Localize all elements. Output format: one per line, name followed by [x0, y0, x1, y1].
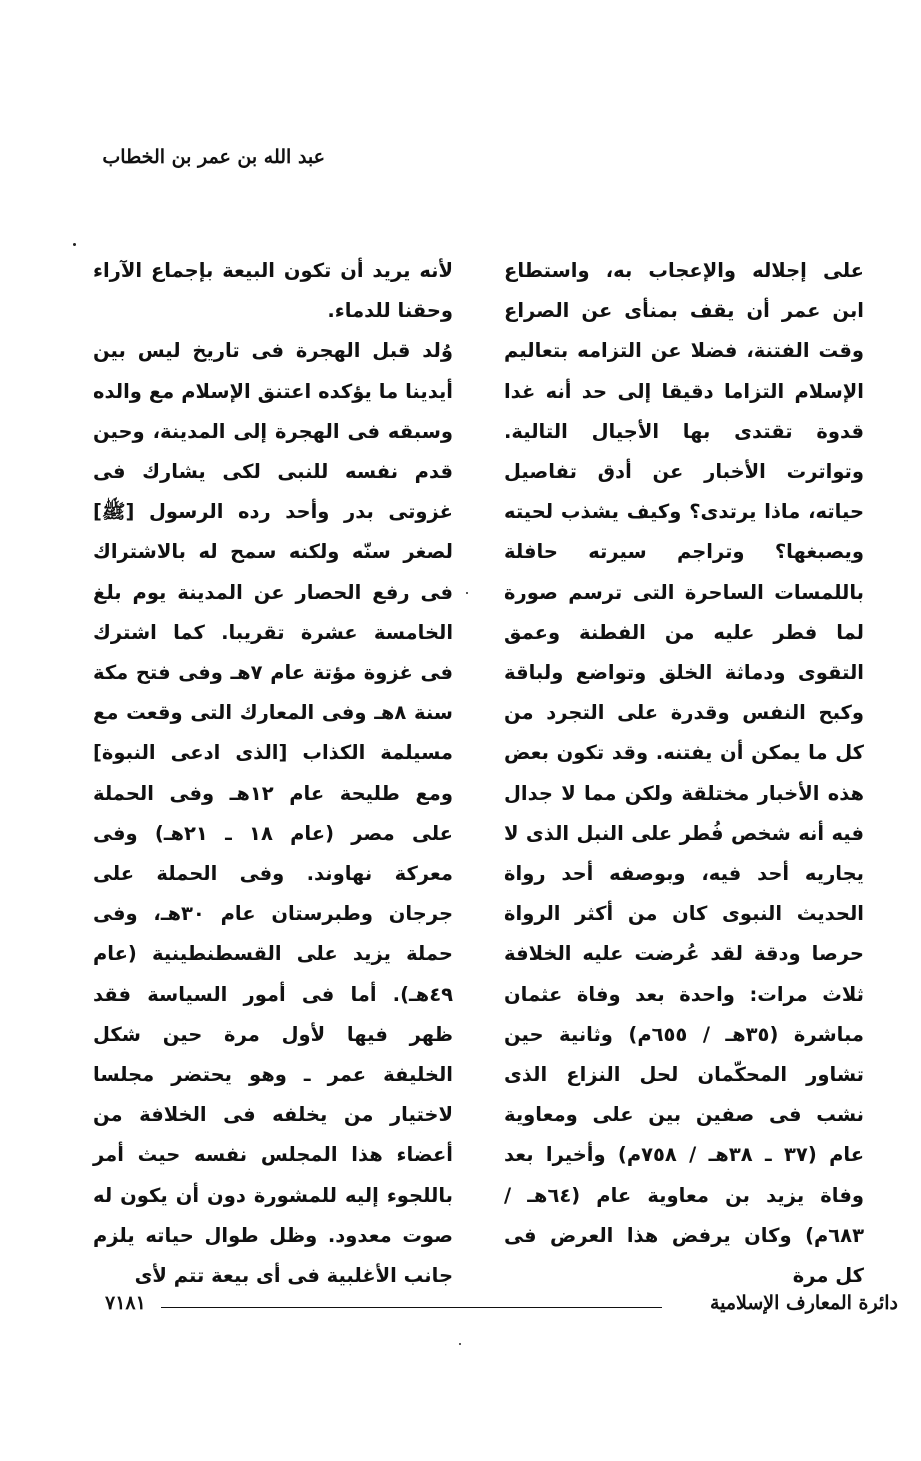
page-number: ٧١٨١ [105, 1292, 146, 1314]
text-column-left [93, 251, 453, 1296]
publication-title: دائرة المعارف الإسلامية [709, 1292, 898, 1314]
scan-speck [466, 592, 468, 594]
footer-rule [161, 1307, 662, 1308]
running-header-title: عبد الله بن عمر بن الخطاب [102, 146, 325, 168]
paragraph: على إجلاله والإعجاب به، واستطاع ابن عمر أن يقف بمنأى عن الصراع وقت الفتنة، فضلا عن التزامه بتعاليم الإسلام التزاما دقيقا إلى حد أنه غدا قدوة تقتدى بها الأجيال التالية. وتواترت الأخبار عن أدق تفاصيل حياته، ماذا يرتدى؟ وكيف يشذب لحيته ويصبغها؟ وتراجم سيرته حافلة باللمسات الساحرة التى ترسم صورة لما فطر عليه من الفطنة وعمق التقوى ودماثة الخلق وتواضع ولباقة وكبح النفس وقدرة على التجرد من كل ما يمكن أن يفتنه. وقد تكون بعض هذه الأخبار مختلقة ولكن مما لا جدال فيه أنه شخص فُطر على النبل الذى لا يجاريه أحد فيه، وبوصفه أحد رواة الحديث النبوى كان من أكثر الرواة حرصا ودقة لقد عُرضت عليه الخلافة ثلاث مرات: واحدة بعد وفاة عثمان مباشرة (٣٥هـ / ٦٥٥م) وثانية حين تشاور المحكّمان لحل النزاع الذى نشب فى صفين بين على ومعاوية عام (٣٧ ـ ٣٨هـ / ٧٥٨م) وأخيرا بعد وفاة يزيد بن معاوية عام (٦٤هـ / ٦٨٣م) وكان يرفض هذا العرض فى كل مرة [504, 259, 865, 1288]
paragraph: وُلد قبل الهجرة فى تاريخ ليس بين أيدينا ما يؤكده اعتنق الإسلام مع والده وسبقه فى الهجرة إلى المدينة، وحين قدم نفسه للنبى لكى يشارك فى غزوتى بدر وأحد رده الرسول [ﷺ] لصغر سنّه ولكنه سمح له بالاشتراك فى رفع الحصار عن المدينة يوم بلغ الخامسة عشرة تقريبا. كما اشترك فى غزوة مؤتة عام ٧هـ وفى فتح مكة سنة ٨هـ وفى المعارك التى وقعت مع مسيلمة الكذاب [الذى ادعى النبوة] ومع طليحة عام ١٢هـ وفى الحملة على مصر (عام ١٨ ـ ٢١هـ) وفى معركة نهاوند. وفى الحملة على جرجان وطبرستان عام ٣٠هـ، وفى حملة يزيد على القسطنطينية (عام ٤٩هـ). أما فى أمور السياسة فقد ظهر فيها لأول مرة حين شكل الخليفة عمر ـ وهو يحتضر مجلسا لاختيار من يخلفه فى الخلافة من أعضاء هذا المجلس نفسه حيث أمر باللجوء إليه للمشورة دون أن يكون له صوت معدود. وظل طوال حياته يلزم جانب الأغلبية فى أى بيعة تتم لأى [93, 339, 453, 1288]
text-column-right [504, 251, 864, 1296]
scan-speck [459, 1343, 461, 1345]
scan-speck [73, 243, 76, 246]
page-footer [105, 1292, 898, 1320]
paragraph: لأنه يريد أن تكون البيعة بإجماع الآراء وحقنا للدماء. [93, 259, 453, 323]
